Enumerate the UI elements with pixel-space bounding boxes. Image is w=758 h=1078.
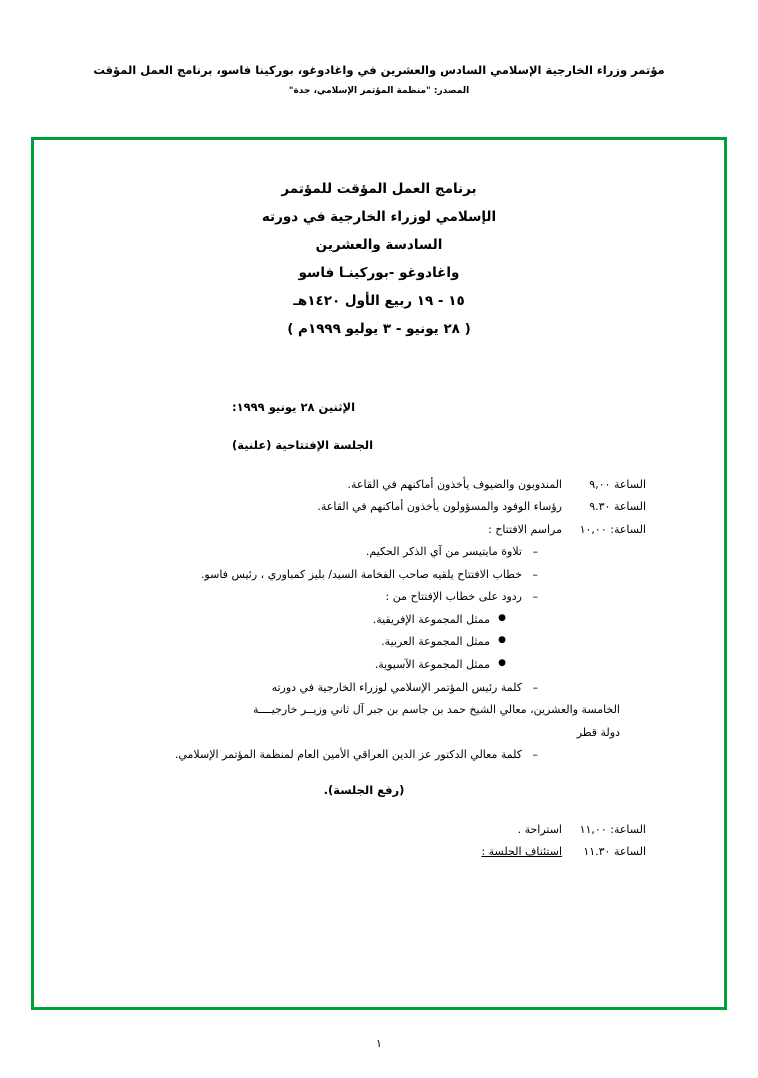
agenda-row — [68, 819, 690, 842]
agenda-time: الساعة: ١١,٠٠ — [579, 822, 646, 836]
content-frame — [31, 137, 727, 1010]
list-item — [68, 631, 690, 654]
agenda-description: مراسم الافتتاح : — [488, 522, 562, 536]
list-item — [68, 586, 690, 609]
dash-marker: – — [532, 590, 538, 604]
document-title-line: برنامج العمل المؤقت للمؤتمر — [281, 181, 477, 197]
document-title-line: ( ٢٨ يونيو - ٣ يوليو ١٩٩٩م ) — [287, 320, 471, 337]
agenda-list — [68, 474, 690, 864]
document-title-line: واغادوغو -بوركينـا فاسو — [298, 264, 460, 281]
list-item-label: كلمة رئيس المؤتمر الإسلامي لوزراء الخارجية في دورته — [271, 680, 522, 694]
bullet-marker: ● — [498, 635, 506, 646]
agenda-description: المندوبون والضيوف يأخذون أماكنهم في القاعة. — [347, 477, 562, 491]
list-item-label: ممثل المجموعة العربية. — [381, 635, 490, 649]
agenda-list-after — [68, 819, 690, 864]
dash-marker: – — [532, 567, 538, 581]
list-item-label: ردود على خطاب الإفتتاح من : — [385, 590, 522, 604]
list-item — [68, 564, 690, 587]
document-title-line: الإسلامي لوزراء الخارجية في دورته — [261, 208, 497, 225]
bullet-marker: ● — [498, 612, 506, 623]
agenda-description: رؤساء الوفود والمسؤولون يأخذون أماكنهم في القاعة. — [317, 500, 562, 514]
document-title-line: السادسة والعشرين — [315, 236, 443, 253]
list-item — [68, 541, 690, 564]
list-item-label: ممثل المجموعة الآسيوية. — [374, 658, 490, 671]
list-item — [68, 609, 690, 632]
session-adjourn-note: (رفع الجلسة). — [323, 782, 405, 797]
continuation-line: الخامسة والعشرين، معالي الشيخ حمد بن جاسم بن جبر آل ثاني وزيــر خارجيــــة — [253, 703, 620, 717]
agenda-time: الساعة ١١.٣٠ — [583, 845, 646, 859]
agenda-row — [68, 496, 690, 519]
list-item — [68, 677, 690, 700]
agenda-time: الساعة ٩,٠٠ — [589, 477, 646, 491]
page-header — [0, 0, 758, 96]
bullet-marker: ● — [498, 658, 506, 668]
list-item — [68, 744, 690, 767]
dash-marker: – — [532, 680, 538, 694]
agenda-row — [68, 841, 690, 864]
document-title — [68, 176, 690, 344]
title-spacer — [68, 344, 690, 400]
session-heading: الجلسة الإفتتاحية (علنية) — [232, 437, 374, 452]
header-source: المصدر: "منظمة المؤتمر الإسلامي، جدة" — [288, 86, 470, 97]
agenda-description: استئناف الجلسة : — [481, 845, 562, 859]
agenda-description: استراحة . — [517, 822, 562, 836]
list-item-label: خطاب الافتتاح يلقيه صاحب الفخامة السيد/ بليز كمباوري ، رئيس فاسو. — [200, 567, 522, 581]
list-item-label: ممثل المجموعة الإفريقية. — [372, 612, 490, 626]
document-title-line: ١٥ - ١٩ ربيع الأول ١٤٢٠هـ — [293, 292, 465, 309]
date-line: الإثنين ٢٨ يونيو ١٩٩٩: — [232, 399, 356, 414]
dash-marker: – — [532, 545, 538, 559]
agenda-row — [68, 474, 690, 497]
agenda-row — [68, 519, 690, 542]
list-item-label: كلمة معالي الدكتور عز الدين العراقي الأمين العام لمنظمة المؤتمر الإسلامي. — [174, 748, 522, 762]
list-item-label: تلاوة مايتيسر من آي الذكر الحكيم. — [365, 545, 522, 559]
continuation-line: دولة قطر — [576, 725, 620, 739]
agenda-time: الساعة: ١٠,٠٠ — [579, 522, 646, 536]
list-item — [68, 654, 690, 677]
header-title: مؤتمر وزراء الخارجية الإسلامي السادس والعشرين في واغادوغو، بوركينا فاسو، برنامج العمل المؤقت — [93, 63, 665, 77]
agenda-time: الساعة ٩.٣٠ — [589, 500, 646, 514]
page-number: ١ — [376, 1037, 382, 1050]
dash-marker: – — [532, 748, 538, 762]
